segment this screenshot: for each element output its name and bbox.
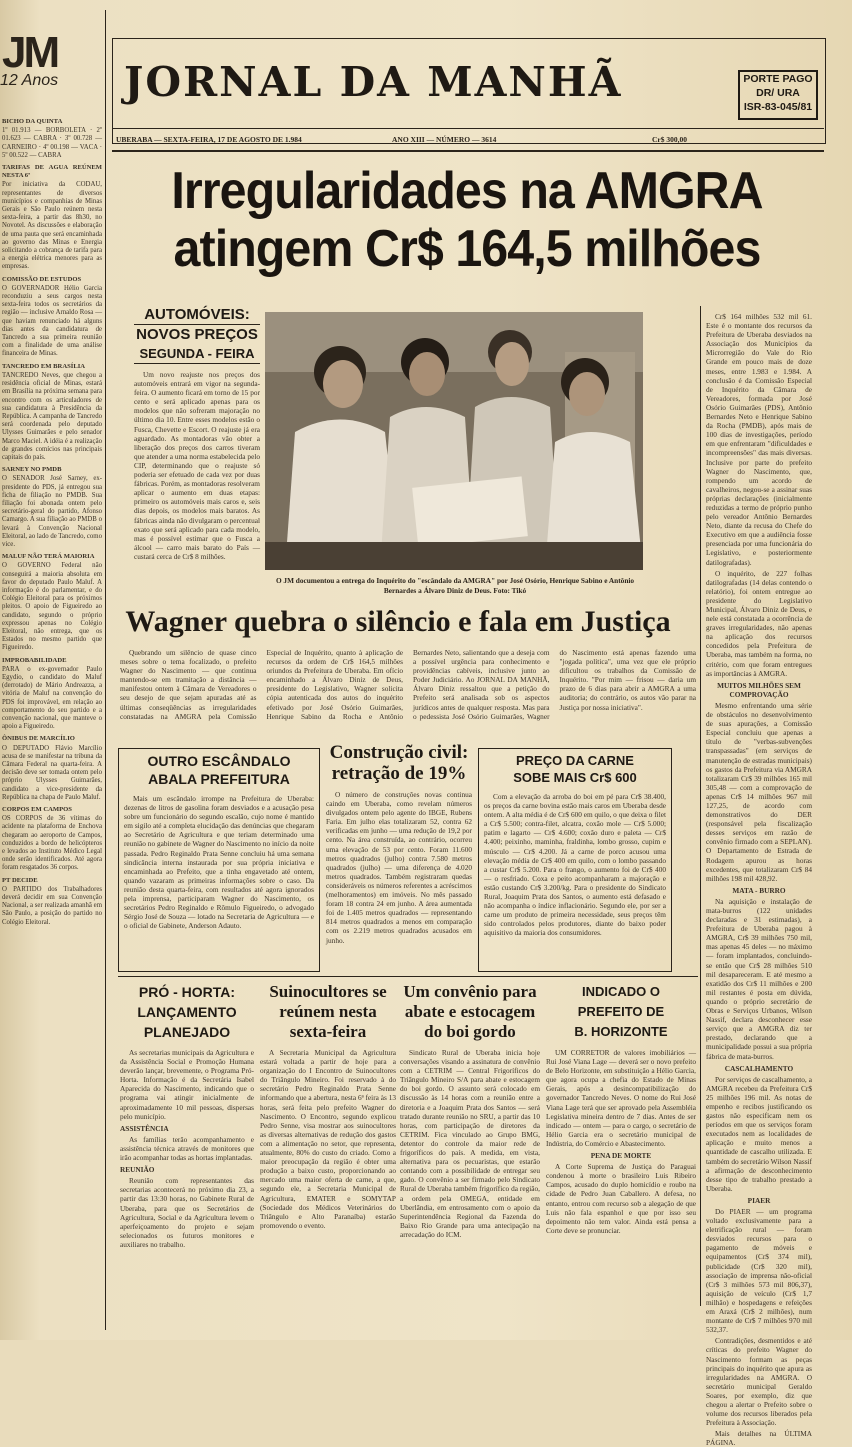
brief-item: ÔNIBUS DE MARCÍLIO O DEPUTADO Flávio Marcílio acusa de se manifestar na tribuna da Câmara Federal na quarta-feira. A decisão deve ser tomada ontem pelo próprio Ulysses Guimarães, candidato a vice-presidente da República na chapa de Paulo Maluf. — [2, 735, 102, 801]
carne-title-2: SOBE MAIS Cr$ 600 — [513, 770, 637, 785]
bhorizonte-title-3: B. HORIZONTE — [574, 1024, 668, 1039]
subhead-piaer: PIAER — [747, 1195, 771, 1205]
carne-body: Com a elevação da arroba do boi em pé para Cr$ 38.400, os preços da carne bovina estão mais caros em Uberaba desde ontem. A alta média é de Cr$ 600 em quilo, o que deixa o filet a Cr$ 5.500; contra-filet, alcatra, coxão mole — Cr$ 5.000; patim e lagarto — Cr$ 4.600; coxão duro e paleta — Cr$ 4.400; peixinho, maminha, fraldinha, lombo grosso, cupim e músculo — Cr$ 4.200. Já a carne de porco acusou uma elevação média de Cr$ 400 em quilo, com o lombo passando a custar Cr$ 5.200. Para o frango, o aumento foi de Cr$ 400 — o resfriado. Coxa e peito acompanharam a majoração e estão custando Cr$ 3.200/kg. Para o presidente do Sindicato Rural, Joaquim Prata dos Santos, o aumento está defasado e não acompanha o índice inflacionário. Segundo ele, por ser a carne um produto de primeira necessidade, seus preços têm sido controlados pelos produtores, diante do baixo poder aquisitivo da maioria dos consumidores. — [484, 792, 666, 938]
convenio-title: Um convênio para abate e estocagem do boi gordo — [403, 982, 537, 1041]
brief-item: MALUF NÃO TERÁ MAIORIA O GOVERNO Federal não conseguirá a maioria absoluta em favor do deputado Paulo Maluf. A informação é do parlamentar, e do Colégio Eleitoral para os próximos pleitos. O apoio de Figueiredo ao candidato, segundo o próprio expressou apenas no Colégio Eleitoral, não entrega, que os Estados no mesmo partido que Figueiredo. — [2, 553, 102, 652]
wagner-body: Quebrando um silêncio de quase cinco meses sobre o tema focalizado, o prefeito Wagner do Nascimento — que continua mantendo-se em tramitação a distância — manifestou ontem à Câmara de Vereadores o seu desejo de que sejam apuradas até as últimas conseqüências as irregularidades constatadas na AMGRA pela Comissão Especial de Inquérito, quanto à aplicação de recursos da ordem de Cr$ 164,5 milhões oriundos da Prefeitura de Uberaba. Em ofício encaminhado a Álvaro Diniz de Deus, presidente do Legislativo, Wagner solicita cópia autenticada dos autos do inquérito efetivado por José Osório Guimarães, Henrique Sabino da Rocha e Antônio Bernardes Neto, salientando que a deseja com a possível urgência para conhecimento e providências cabíveis, inclusive junto ao Poder Judiciário. Ao JORNAL DA MANHÃ, Álvaro Diniz ressaltou que a petição do Prefeito será analisada sob os aspectos jurídicos antes de qualquer resposta. Mas para o pedessista José Osório Guimarães, Wagner do Nascimento está apenas fazendo uma "jogada política", uma vez que ele próprio dificultou os trabalhos da Comissão de Inquérito. "Por mim — frisou — daria um prazo de 6 dias para abrir a AMGRA a uma auditoria; do contrário, os autos vão parar na Justiça por nossa iniciativa". — [120, 648, 696, 721]
brief-item: TANCREDO EM BRASÍLIA TANCREDO Neves, que chegou a residência oficial de Minas, estará em Brasília na próxima semana para encontro com os articuladores de sua candidatura à Presidência da República. A campanha de Tancredo será coordenada pelo deputado Ulysses Guimarães e pelo senador Marco Maciel. A idéia é a realização de grandes comícios nas principais capitais do país. — [2, 362, 102, 461]
prohorta-title: PRÓ - HORTA: — [138, 984, 236, 1000]
brief-item: COMISSÃO DE ESTUDOS O GOVERNADOR Hélio Garcia reconduziu a seus cargos nesta sexta-feira todos os secretários da região — inclusive Arnaldo Rosa — que haviam renunciado há alguns dias antes da candidatura de Tancredo a sua primeira reunião com a finalidade de uma análise financeira de Minas. — [2, 275, 102, 358]
suinocultores-article — [260, 982, 396, 1322]
header-rule — [112, 150, 824, 152]
jm-logo: JM — [2, 28, 58, 77]
brief-item: IMPROBABILIDADE PARA o ex-governador Paulo Egydio, o candidato do Maluf (derrotado) de Mário Andreazza, a vitória de Maluf na convenção do PDS foi improvável, em relação ao comportamento do seu partido e a convenção nacional, que manteve o apoio a Figueiredo. — [2, 656, 102, 731]
bottom-section-rule — [118, 976, 698, 977]
escandalo-title: OUTRO ESCÂNDALO — [147, 753, 291, 769]
edition-number: ANO XIII — NÚMERO — 3614 — [392, 135, 497, 144]
brief-item: TARIFAS DE AGUA REÚNEM NESTA 6ª Por iniciativa da CODAU, representantes de diversos municípios e companhias de Minas Gerais e São Paulo reúnem nesta sexta-feira, a partir das 8h30, no Novotel. As discussões e elaboração de uma pauta que será encaminhada ao governo das Minas e Energia solicitando a cobrança de tarifa para a energia elétrica menores para as empresas. — [2, 164, 102, 271]
suinocultores-title: Suinocultores se reúnem nesta sexta-feira — [269, 982, 387, 1041]
news-photo — [265, 312, 643, 570]
suinocultores-body: A Secretaria Municipal da Agricultura estará voltada a partir de hoje para a organização do I Encontro de Suinocultores do Triângulo Mineiro. Foi reservado à do secretário Pedro Reginaldo Prata Senne informando que a abertura, nesta 6ª feira às 13 horas, será feita pelo prefeito Wagner do Nascimento. O Encontro, segundo explicou Pedro Senne, visa mostrar aos suinocultores as diversas alternativas de redução dos gastos com a alimentação no setor, que representa, atualmente, 80% do custo do criado. Como a maior preocupação da região é obter uma produção a baixo custo, proporcionando ao mercado uma maior oferta de carne, a que, segundo ele, a Secretaria Municipal de Agricultura, EMATER e SOMYTAP (Sociedade dos Médicos Veterinários do Triângulo e Alto Paranaíba) estarão promovendo o evento. — [260, 1048, 396, 1230]
convenio-article — [400, 982, 540, 1322]
carne-article — [484, 752, 666, 966]
brief-item: PT DECIDE O PARTIDO dos Trabalhadores deverá decidir em sua Convenção Nacional, a ser realizada amanhã em São Paulo, a posição do partido no Colégio Eleitoral. — [2, 876, 102, 926]
bhorizonte-title-2: PREFEITO DE — [577, 1004, 665, 1019]
sidebar-briefs — [2, 118, 102, 1328]
escandalo-body: Mais um escândalo irrompe na Prefeitura de Uberaba: dezenas de litros de gasolina foram desviados e a acusação pesa sobre um funcionário do segundo escalão, cujo nome é mantido em sigilo até a completa elucidação das denúncias que chegaram ao Secretário de Agricultura e que teriam determinado uma reunião no gabinete de Wagner do Nascimento no início da noite passada. Pedro Reginaldo Prata Senne concluiu há uma semana sindicância interna instaurada por sua própria iniciativa e encaminhada ao Prefeito, que a tinha engavetado até ontem, quando vazaram as primeiras informações sobre o caso. Da reunião desta quarta-feira, com resultados até agora ignorados pela imprensa, participaram Wagner do Nascimento, os secretários Pedro Reginaldo e Rômulo Figueiredo, o advogado Sérgio José de Souza — lotado na Secretaria de Agricultura — e o oficial de Gabinete, Anderson Adauto. — [124, 794, 314, 931]
construcao-article — [326, 742, 472, 972]
column-divider — [700, 306, 701, 1306]
prohorta-title-2: LANÇAMENTO — [137, 1004, 237, 1020]
autos-title-2: SEGUNDA - FEIRA — [134, 345, 260, 364]
wagner-headline: Wagner quebra o silêncio e fala em Justiça — [125, 605, 671, 638]
escandalo-title-2: ABALA PREFEITURA — [148, 771, 290, 787]
autos-title: NOVOS PREÇOS — [134, 324, 260, 345]
prohorta-article — [120, 982, 254, 1322]
left-sidebar — [0, 0, 108, 1340]
price: Cr$ 300,00 — [652, 135, 687, 144]
city-date: UBERABA — SEXTA-FEIRA, 17 DE AGOSTO DE 1.984 — [116, 135, 302, 144]
construcao-body: O número de construções novas continua caindo em Uberaba, como revelam números divulgados ontem pelo agente do IBGE, Rubens Faria. Em julho elas totalizaram 52, contra 62 verificadas em junho — uma redução de 19,2 por cento. Na área construída, ao contrário, ocorreu uma elevação de 53 por cento. Foram 11.600 metros quadrados (julho) contra 7.580 metros quadrados (julho) — uma diferença de 4.020 metros quadrados. Também registraram quedas consideráveis os números referentes a acréscimos (melhoramentos) em imóveis. No mês passado foram 18 contra 24 em junho. A área aumentada foi de 1.405 metros quadrados — representando 814 metros quadrados a menos em comparação com os 2.219 metros quadrados acusados em junho. — [326, 790, 472, 945]
porte-pago-stamp: PORTE PAGO DR/ URA ISR-83-045/81 — [738, 70, 818, 120]
main-headline: Irregularidades na AMGRA atingem Cr$ 164,5 milhões — [171, 162, 763, 278]
dateline-rule — [112, 128, 824, 129]
brief-item: SARNEY NO PMDB O SENADOR José Sarney, ex-presidente do PDS, já entregou sua ficha de filiação no PMDB. Sua filiação foi abonada ontem pelo secretário-geral do partido, Afonso Camargo. A sua filiação ao PMDB o levará à Convenção Nacional Eleitoral, ao lado de Tancredo, como vice. — [2, 466, 102, 548]
bhorizonte-body: UM CORRETOR de valores imobiliários — Rui José Viana Lage — deverá ser o novo prefeito de Belo Horizonte, em substituição a Hélio Garcia, que agora ocupa a chefia do Estado de Minas Gerais, após a desincompatibilização do governador Tancredo Neves. O nome do Rui José Viana Lage terá que ser aprovado pela Assembléia Legislativa mineira dentro de 7 dias. Antes de ser indicado — ontem — para o cargo, o secretário de Hélio Garcia era o secretário municipal de Indústria, do Comércio e Abastecimento. PENA DE MORTE A Corte Suprema de Justiça do Paraguai condenou à morte o brasileiro Luis Ribeiro Campos, acusado do duplo homicídio e roubo na cidade de Pedro Juan Caballero. A defesa, no entanto, entrou com recurso sob a alegação de que Luis não fala espanhol e que por isso seu depoimento não tem valor. Ainda está pensa a Corte deve se pronunciar. — [546, 1048, 696, 1235]
prohorta-title-3: PLANEJADO — [143, 1024, 231, 1040]
bhorizonte-article — [546, 982, 696, 1322]
photo-caption: O JM documentou a entrega do Inquérito do "escândalo da AMGRA" por José Osório, Henrique Sabino e Antônio Bernardes a Álvaro Diniz de Deus. Foto: Tikó — [275, 576, 635, 595]
bhorizonte-title: INDICADO O — [582, 984, 660, 999]
photo-illustration — [265, 312, 643, 570]
main-story-column: Cr$ 164 milhões 532 mil 61. Este é o montante dos recursos da Prefeitura de Uberaba desviados na Associação dos Municípios da Microrregião do Vale do Rio Grande em pouco mais de doze meses, entre 1.983 e 1.984. A conclusão é da Comissão Especial de Inquérito da Câmara de Vereadores, formada por José Osório Guimarães (PDS), Antônio Bernardes Neto e Henrique Sabino da Rocha (PMDB), após mais de 100 dias de investigações, período em que enfrentaram "dificuldades e incompreensões" das mais diversas. Inclusive por parte do prefeito Wagner do Nascimento, que, rompendo um acordo de cavalheiros, negou-se a assinar suas próprias declarações (inicialmente reduzidas a termo de próprio punho pelo vereador Antônio Bernardes Neto, diante da recusa do Chefe do Executivo em que a audiência fosse presenciada por uma funcionária do Legislativo, e posteriormente datilografadas). O inquérito, de 227 folhas datilografadas (14 delas contendo o relatório), foi ontem entregue ao presidente do Legislativo Municipal, Álvaro Diniz de Deus, e nele está constatada a ocorrência de graves irregularidades, não apenas na aplicação dos recursos concedidos pela Prefeitura de Uberaba, mas também na forma, no critério, com que foram entregues as importâncias à AMGRA. MUITOS MILHÕES SEM COMPROVAÇÃO Mesmo enfrentando uma série de obstáculos no desenvolvimento de suas apurações, a Comissão Especial concluiu que apenas a título de "verbas-subvenções transpassadas" (em serviços de manutenção de estradas municipais) os gastos da Prefeitura via AMGRA totalizaram Cr$ 39 milhões 165 mil 305,48 — com a comprovação de apenas Cr$ 14 milhões 967 mil 127,25, de acordo com demonstrativos do DER (responsável pela fiscalização desses serviços em razão de convênio firmado com a SEPLAN). O Departamento de Estrada de Rodagem apurou as horas excedentes, que totalizaram Cr$ 84 milhões 198 mil 428,92. MATA - BURRO Na aquisição e instalação de mata-burros (122 unidades declaradas e 31 estimadas), a Prefeitura de Uberaba pagou à AMGRA, Cr$ 39 milhões 750 mil, mas apenas 45 deles — no máximo — foram implantados, concluindo-se então que Cr$ 28 milhões 510 mil desapareceram. E até mesmo a exatidão dos Cr$ 11 milhões e 200 mil restantes é posta em dúvida, quando o próprio secretário de Obras e Serviços Urbanos, Wilson Nassif, declara desconhecer esse serviço que a AMGRA diz ter prestado, declarando que a municipalidade possui a sua própria fábrica de mata-burros. CASCALHAMENTO Por serviços de cascalhamento, a AMGRA recebeu da Prefeitura Cr$ 25 milhões 196 mil. As notas de empenho e recibos justificando os gastos não especificam nem os períodos em que os serviços foram executados nem as localidades de aplicação e muito menos a quantidade de cascalho utilizada. E também do secretário Wilson Nassif a afirmação de desconhecimento desse tipo de trabalho prestado a Uberaba. PIAER Do PIAER — um programa voltado exclusivamente para a eletrificação rural — foram desviados recursos para o pagamento de móveis e equipamentos (Cr$ 374 mil), publicidade (Cr$ 320 mil), associação de imprensa não-oficial (Cr$ 3 milhões 573 mil 806,37), aquisição de veículo (Cr$ 1,7 milhão) e hospedagens e refeições em Araxá (Cr$ 2 milhões), num montante de Cr$ 7 milhões 970 mil 532,37. Contradições, desmentidos e até críticas do prefeito Wagner do Nascimento formam as peças principais do inquérito que apura as irregularidades na AMGRA. O secretário municipal Geraldo Soares, por exemplo, diz que chegou a alertar o Prefeito sobre o volume dos recursos liberados pela Prefeitura à Associação. Mais detalhes na ÚLTIMA PÁGINA. — [706, 312, 812, 1447]
construcao-title: Construção civil: retração de 19% — [329, 742, 469, 784]
prohorta-body: As secretarias municipais da Agricultura e da Assistência Social e Promoção Humana deverão lançar, brevemente, o Programa Pró-Horta. Informação é da Secretária Isabel Aparecida do Nascimento, indicando que o programa vai atingir inicialmente de aproximadamente 10 mil pessoas, dispersas pelo município. ASSISTÊNCIA As famílias terão acompanhamento e assistência técnica através de monitores que irão acompanhar todas as hortas implantadas. REUNIÃO Reunião com representantes das secretarias acontecerá no próximo dia 23, a partir das 13:30 horas, no Gabinete Rural de Uberaba, para que os Secretários de Agricultura, Social e da Agricultura levem o aperfeiçoamento do projeto e sejam selecionados os futuros monitores e auxiliares no trabalho. — [120, 1048, 254, 1249]
sidebar-divider — [105, 10, 106, 1330]
carne-title: PREÇO DA CARNE — [516, 753, 634, 768]
autos-body: Um novo reajuste nos preços dos automóveis entrará em vigor na segunda-feira. O aumento ficará em torno de 15 por cento e será aplicado apenas para os modelos que não sofreram majoração no último dia 10. Entre esses modelos estão o Fusca, Chevette e Escort. O reajuste já era aguardado. As montadoras vão obter a liberação dos preços dos carros tiveram que atender a uma norma estabelecida pelo CIP, determinando que o reajuste só poderia ser efetuado de cada vez por duas fábricas. Porém, as montadoras resolveram aplicar o aumento em duas etapas: primeiro os automóveis mais caros e, seis dias depois, os modelos mais baratos. As fábricas ainda não divulgaram o percentual exato que será aplicado para cada modelo, mas é possível estimar que o Fusca a álcool — carro mais barato do País — custará cerca de Cr$ 8 milhões. — [134, 370, 260, 561]
subhead-milhoes: MUITOS MILHÕES SEM COMPROVAÇÃO — [717, 680, 801, 699]
masthead-title: JORNAL DA MANHÃ — [124, 58, 623, 106]
escandalo-article — [124, 752, 314, 966]
brief-item: CORPOS EM CAMPOS OS CORPOS de 36 vítimas do acidente na plataforma de Enchova chegaram ao aeroporto de Campos, conduzidos a bordo de helicópteros e levados ao Instituto Médico Legal onde serão identificados. Até agora foram resgatados 36 corpos. — [2, 806, 102, 872]
subhead-mata-burro: MATA - BURRO — [732, 885, 786, 895]
subhead-cascalhamento: CASCALHAMENTO — [724, 1063, 794, 1073]
convenio-body: Sindicato Rural de Uberaba inicia hoje conversações visando a assinatura de convênio com a CETRIM — Central Frigoríficos do Triângulo Mineiro S/A para abate e estocagem do boi gordo. O assunto será colocado em discussão às 14 horas com a reunião entre a diretoria e a Joaquim Prata dos Santos — será tratado durante reunião no SRU, a partir das 10 horas, com participação de diretores da CETRIM. Fica vinculado ao Grupo BMG, detentor do controle da maior rede de frigoríficos do país. A medida, em vista, alternativa para os pecuaristas, que estarão contando com a possibilidade de entregar seu gado. O convênio a ser firmado pelo Sindicato Rural de Uberaba também frigorífico da região, a ordem pela OMEGA, entidade em Uberlândia, em entrosamento com o apoio da Superintendência Regional da Fazenda do Baixo Rio Grande para uma antecipação na arrecadação do ICM. — [400, 1048, 540, 1239]
autos-kicker: AUTOMÓVEIS: — [144, 306, 250, 323]
brief-item: BICHO DA QUINTA 1º 01.913 — BORBOLETA · 2º 01.623 — CABRA · 3º 00.728 — CARNEIRO · 4º 00.198 — VACA · 5º 00.522 — CABRA — [2, 118, 102, 159]
anniversary-mark: 12 Anos — [0, 72, 59, 89]
autos-article — [134, 306, 260, 602]
